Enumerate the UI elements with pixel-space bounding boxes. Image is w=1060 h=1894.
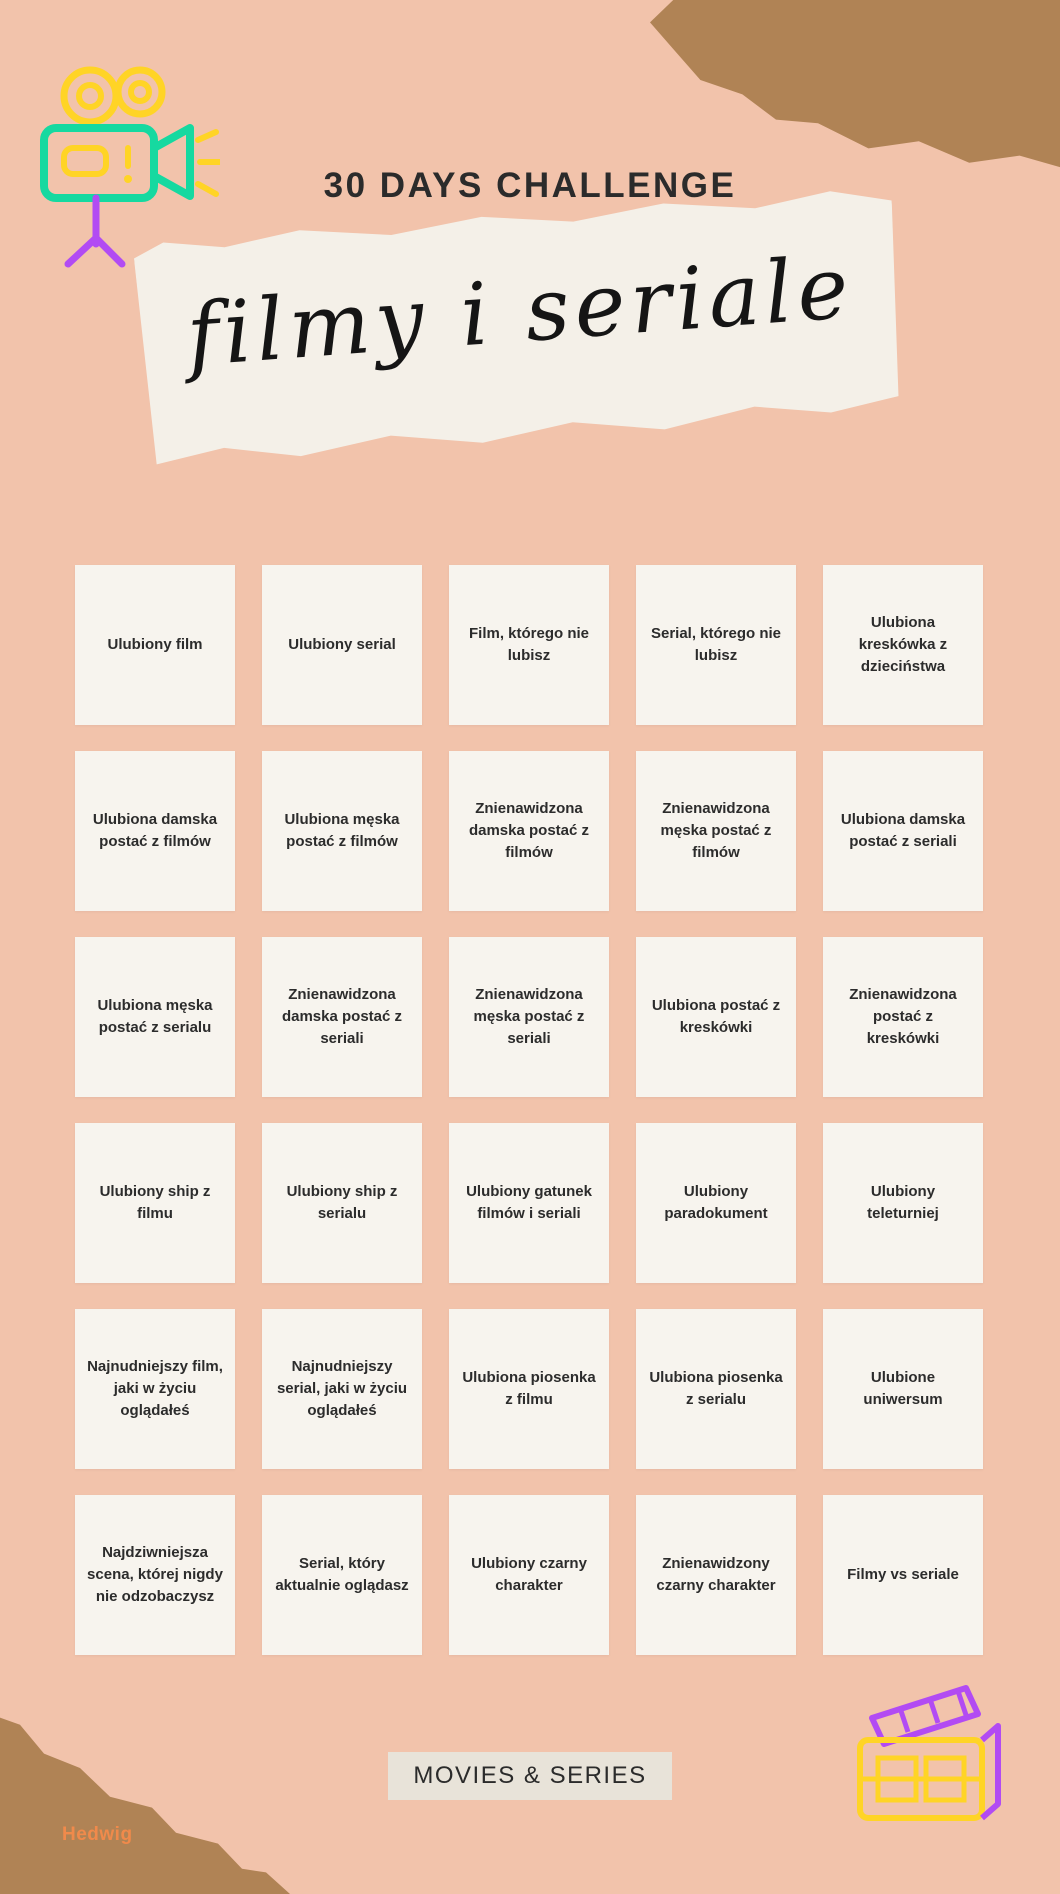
grid-cell[interactable]: Film, którego nie lubisz bbox=[449, 565, 609, 725]
grid-cell[interactable]: Ulubiony gatunek filmów i seriali bbox=[449, 1123, 609, 1283]
grid-cell[interactable]: Serial, który aktualnie oglądasz bbox=[262, 1495, 422, 1655]
grid-cell[interactable]: Ulubiony ship z filmu bbox=[75, 1123, 235, 1283]
grid-cell[interactable]: Ulubione uniwersum bbox=[823, 1309, 983, 1469]
script-title: filmy i seriale bbox=[183, 237, 857, 387]
grid-cell[interactable]: Znienawidzona damska postać z seriali bbox=[262, 937, 422, 1097]
grid-cell[interactable]: Ulubiona piosenka z filmu bbox=[449, 1309, 609, 1469]
grid-cell[interactable]: Ulubiona piosenka z serialu bbox=[636, 1309, 796, 1469]
grid-cell[interactable]: Ulubiony ship z serialu bbox=[262, 1123, 422, 1283]
grid-cell[interactable]: Ulubiony czarny charakter bbox=[449, 1495, 609, 1655]
challenge-grid bbox=[75, 565, 985, 1655]
challenge-title: 30 DAYS CHALLENGE bbox=[323, 166, 737, 205]
grid-cell[interactable]: Ulubiony paradokument bbox=[636, 1123, 796, 1283]
torn-paper-corner-bottom-left bbox=[0, 1714, 290, 1894]
grid-cell[interactable]: Ulubiony film bbox=[75, 565, 235, 725]
grid-cell[interactable]: Serial, którego nie lubisz bbox=[636, 565, 796, 725]
grid-cell[interactable]: Filmy vs seriale bbox=[823, 1495, 983, 1655]
grid-cell[interactable]: Znienawidzony czarny charakter bbox=[636, 1495, 796, 1655]
grid-cell[interactable]: Znienawidzona męska postać z seriali bbox=[449, 937, 609, 1097]
grid-cell[interactable]: Najdziwniejsza scena, której nigdy nie odzobaczysz bbox=[75, 1495, 235, 1655]
grid-cell[interactable]: Ulubiona męska postać z serialu bbox=[75, 937, 235, 1097]
grid-cell[interactable]: Ulubiona damska postać z filmów bbox=[75, 751, 235, 911]
grid-cell[interactable]: Ulubiona postać z kreskówki bbox=[636, 937, 796, 1097]
grid-cell[interactable]: Ulubiony teleturniej bbox=[823, 1123, 983, 1283]
grid-cell[interactable]: Ulubiona męska postać z filmów bbox=[262, 751, 422, 911]
grid-cell[interactable]: Ulubiona kreskówka z dzieciństwa bbox=[823, 565, 983, 725]
grid-cell[interactable]: Najnudniejszy film, jaki w życiu oglądałeś bbox=[75, 1309, 235, 1469]
clapperboard-icon bbox=[838, 1674, 1018, 1834]
grid-cell[interactable]: Ulubiona damska postać z seriali bbox=[823, 751, 983, 911]
grid-cell[interactable]: Ulubiony serial bbox=[262, 565, 422, 725]
grid-cell[interactable]: Znienawidzona damska postać z filmów bbox=[449, 751, 609, 911]
grid-cell[interactable]: Najnudniejszy serial, jaki w życiu oglądałeś bbox=[262, 1309, 422, 1469]
author-signature: Hedwig bbox=[62, 1824, 133, 1845]
torn-paper-corner-top-right bbox=[650, 0, 1060, 170]
video-camera-icon bbox=[30, 48, 220, 268]
grid-cell[interactable]: Znienawidzona postać z kreskówki bbox=[823, 937, 983, 1097]
grid-cell[interactable]: Znienawidzona męska postać z filmów bbox=[636, 751, 796, 911]
footer-label: MOVIES & SERIES bbox=[388, 1752, 672, 1800]
